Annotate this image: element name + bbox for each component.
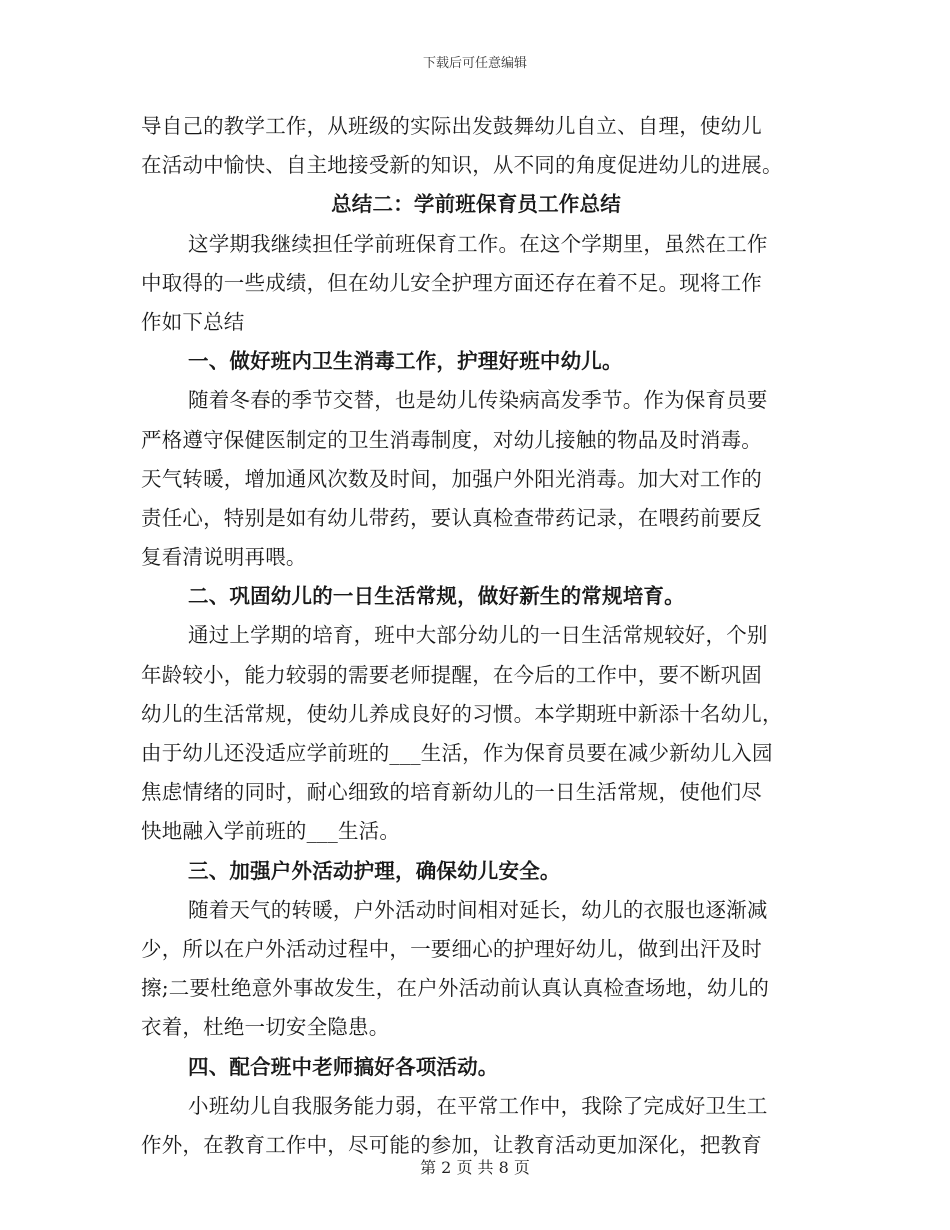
paragraph-line: 责任心，特别是如有幼儿带药，要认真检查带药记录，在喂药前要反 (141, 505, 762, 530)
document-body (141, 107, 811, 1165)
paragraph-line: 焦虑情绪的同时，耐心细致的培育新幼儿的一日生活常规，使他们尽 (141, 780, 762, 805)
paragraph-line: 复看清说明再喂。 (141, 545, 307, 570)
paragraph-line: 幼儿的生活常规，使幼儿养成良好的习惯。本学期班中新添十名幼儿， (141, 701, 783, 726)
paragraph-line: 在活动中愉快、自主地接受新的知识，从不同的角度促进幼儿的进展。 (141, 153, 783, 178)
section-heading: 三、加强户外活动护理，确保幼儿安全。 (188, 858, 561, 883)
section-title: 总结二：学前班保育员工作总结 (331, 192, 621, 217)
paragraph-line: 擦;二要杜绝意外事故发生，在户外活动前认真认真检查场地，幼儿的 (141, 976, 770, 1001)
section-heading: 一、做好班内卫生消毒工作，护理好班中幼儿。 (188, 349, 623, 374)
paragraph-line: 严格遵守保健医制定的卫生消毒制度，对幼儿接触的物品及时消毒。 (141, 427, 762, 452)
page-header: 下载后可任意编辑 (422, 56, 527, 71)
paragraph-line: 快地融入学前班的___生活。 (141, 819, 401, 844)
paragraph-line: 随着冬春的季节交替，也是幼儿传染病高发季节。作为保育员要 (188, 388, 768, 413)
paragraph-line: 年龄较小，能力较弱的需要老师提醒，在今后的工作中，要不断巩固 (141, 662, 762, 687)
paragraph-line: 由于幼儿还没适应学前班的___生活，作为保育员要在减少新幼儿入园 (141, 741, 773, 765)
section-heading: 四、配合班中老师搞好各项活动。 (188, 1054, 499, 1079)
paragraph-line: 通过上学期的培育，班中大部分幼儿的一日生活常规较好，个别 (188, 623, 768, 648)
paragraph-line: 少，所以在户外活动过程中，一要细心的护理好幼儿，做到出汗及时 (141, 936, 762, 961)
paragraph-line: 天气转暖，增加通风次数及时间，加强户外阳光消毒。加大对工作的 (141, 466, 762, 491)
paragraph-line: 作外，在教育工作中，尽可能的参加，让教育活动更加深化，把教育 (141, 1132, 762, 1157)
paragraph-line: 中取得的一些成绩，但在幼儿安全护理方面还存在着不足。现将工作 (141, 270, 762, 295)
paragraph-line: 这学期我继续担任学前班保育工作。在这个学期里，虽然在工作 (188, 231, 768, 256)
paragraph-line: 衣着，杜绝一切安全隐患。 (141, 1015, 390, 1040)
paragraph-line: 作如下总结 (141, 309, 245, 334)
section-heading: 二、巩固幼儿的一日生活常规，做好新生的常规培育。 (188, 584, 685, 609)
paragraph-line: 随着天气的转暖，户外活动时间相对延长，幼儿的衣服也逐渐减 (188, 897, 768, 922)
paragraph-line: 导自己的教学工作，从班级的实际出发鼓舞幼儿自立、自理，使幼儿 (141, 114, 762, 138)
page-footer: 第 2 页 共 8 页 (420, 1158, 530, 1177)
paragraph-line: 小班幼儿自我服务能力弱，在平常工作中，我除了完成好卫生工 (188, 1093, 768, 1118)
